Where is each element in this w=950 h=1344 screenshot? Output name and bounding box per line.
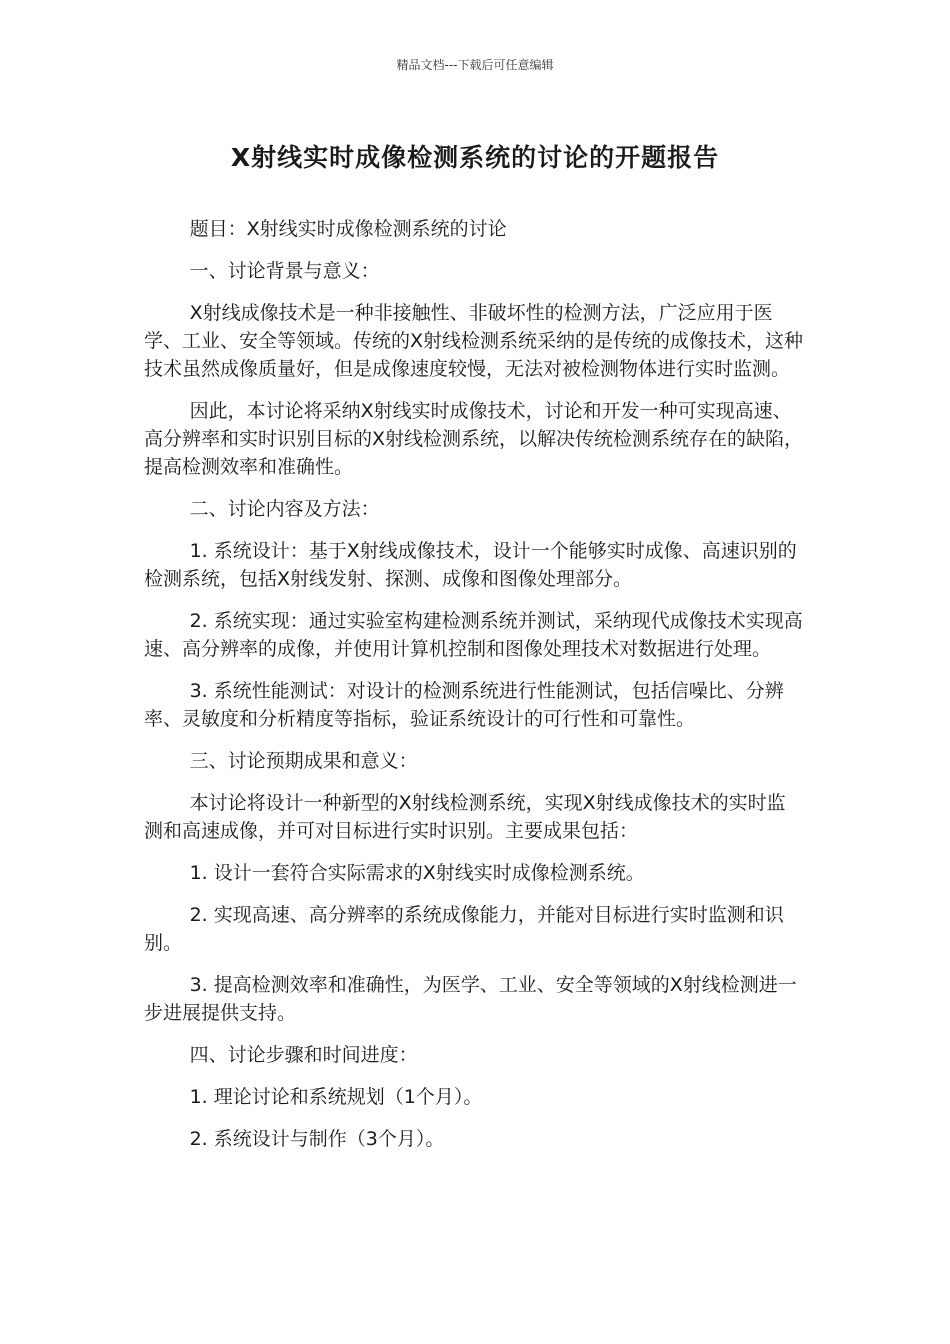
paragraph-outcomes-intro: 本讨论将设计一种新型的X射线检测系统，实现X射线成像技术的实时监测和高速成像，并可对目标进行实时识别。主要成果包括：	[144, 792, 786, 842]
method-item-design: 1. 系统设计：基于X射线成像技术，设计一个能够实时成像、高速识别的检测系统，包括X射线发射、探测、成像和图像处理部分。	[144, 540, 797, 590]
topic-line: 题目：X射线实时成像检测系统的讨论	[189, 218, 507, 240]
paragraph-purpose: 因此，本讨论将采纳X射线实时成像技术，讨论和开发一种可实现高速、高分辨率和实时识别目标的X射线检测系统，以解决传统检测系统存在的缺陷，提高检测效率和准确性。	[144, 400, 804, 478]
section-heading-schedule: 四、讨论步骤和时间进度：	[189, 1044, 418, 1066]
outcome-item-1: 1. 设计一套符合实际需求的X射线实时成像检测系统。	[189, 862, 645, 884]
section-heading-background: 一、讨论背景与意义：	[189, 260, 380, 282]
method-item-implementation: 2. 系统实现：通过实验室构建检测系统并测试，采纳现代成像技术实现高速、高分辨率的成像，并使用计算机控制和图像处理技术对数据进行处理。	[144, 610, 803, 660]
header-note: 精品文档---下载后可任意编辑	[396, 58, 554, 72]
section-heading-outcomes: 三、讨论预期成果和意义：	[189, 750, 418, 772]
method-item-testing: 3. 系统性能测试：对设计的检测系统进行性能测试，包括信噪比、分辨率、灵敏度和分析精度等指标，验证系统设计的可行性和可靠性。	[144, 680, 784, 730]
section-heading-methods: 二、讨论内容及方法：	[189, 498, 380, 520]
schedule-item-2: 2. 系统设计与制作（3个月）。	[189, 1128, 445, 1150]
paragraph-background: X射线成像技术是一种非接触性、非破坏性的检测方法，广泛应用于医学、工业、安全等领域。传统的X射线检测系统采纳的是传统的成像技术，这种技术虽然成像质量好，但是成像速度较慢，无法对被检测物体进行实时监测。	[144, 302, 804, 380]
schedule-item-1: 1. 理论讨论和系统规划（1个月）。	[189, 1086, 483, 1108]
outcome-item-2: 2. 实现高速、高分辨率的系统成像能力，并能对目标进行实时监测和识别。	[144, 904, 784, 954]
document-title: X射线实时成像检测系统的讨论的开题报告	[230, 143, 720, 172]
outcome-item-3: 3. 提高检测效率和准确性，为医学、工业、安全等领域的X射线检测进一步进展提供支持。	[144, 974, 797, 1024]
document-body	[144, 215, 804, 1167]
